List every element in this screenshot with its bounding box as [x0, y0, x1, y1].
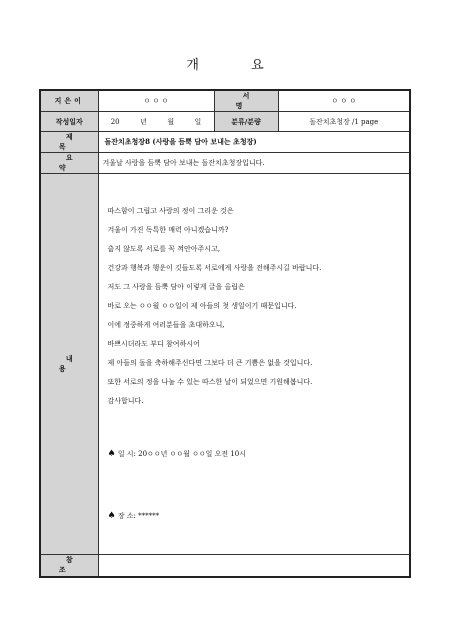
content-line: 건강과 행복과 행운이 깃들도록 서로에게 사랑을 전해주시길 바랍니다.	[107, 264, 322, 272]
event-place-text: 장 소: ******	[117, 512, 160, 520]
content-label: 내 용	[40, 174, 98, 555]
content-line: 저도 그 사랑을 듬뿍 담아 이렇게 글을 올립은	[107, 283, 245, 291]
content-line: 겨울이 가진 독특한 매력 아니겠습니까?	[107, 226, 229, 234]
document-info-table	[39, 89, 411, 578]
content-line: 또한 서로의 정을 나눌 수 있는 따스한 날이 되었으면 기원해봅니다.	[107, 378, 313, 386]
date-value	[98, 112, 214, 132]
reference-value	[98, 555, 410, 577]
content-body	[98, 174, 410, 555]
reference-label: 참 조	[40, 555, 98, 577]
summary-value: 겨울날 사랑을 듬뿍 담아 보내는 돌잔치초청장입니다.	[98, 153, 410, 174]
author-value: ㅇ ㅇ ㅇ	[98, 90, 214, 112]
content-line: 춥지 않도록 서로를 꼭 껴안아주시고,	[107, 245, 221, 253]
signature-value: ㅇ ㅇ ㅇ	[278, 90, 410, 112]
date-day-unit: 일	[194, 117, 202, 126]
author-label: 지은이	[40, 90, 98, 112]
content-line: 따스함이 그립고 사랑의 정이 그리운 것은	[107, 207, 234, 215]
event-datetime-text: 일 시: 20ㅇㅇ년 ㅇㅇ월 ㅇㅇ일 오전 10시	[117, 450, 247, 458]
content-line: 이에 정중하게 여러분들을 초대하오니,	[107, 321, 225, 329]
summary-label: 요 약	[40, 153, 98, 174]
content-line: 바로 오는 ㅇㅇ월 ㅇㅇ일이 제 아들의 첫 생일이기 때문입니다.	[107, 302, 297, 310]
content-line: 제 아들의 돌을 축하해주신다면 그보다 더 큰 기쁨은 없을 것입니다.	[107, 359, 313, 367]
date-label: 작성일자	[40, 112, 98, 132]
category-value: 돌잔치초청장 /1 page	[278, 112, 410, 132]
subject-label: 제 목	[40, 132, 98, 153]
date-year-unit: 년	[140, 117, 147, 126]
page-title: 개 요	[186, 58, 288, 73]
event-datetime	[108, 449, 410, 459]
signature-label: 서 명	[214, 90, 278, 112]
category-label: 분류/분량	[214, 112, 278, 132]
invitation-text	[108, 202, 410, 411]
content-line: 감사합니다.	[107, 397, 144, 405]
date-year: 20	[110, 117, 120, 126]
event-place	[108, 511, 410, 521]
date-month-unit: 월	[167, 117, 175, 126]
spade-icon: ♠	[107, 449, 116, 459]
content-line: 바쁘시더라도 부디 참여하시어	[107, 340, 200, 348]
spade-icon: ♠	[107, 511, 116, 521]
subject-value: 돌잔치초청장8 (사랑을 듬뿍 담아 보내는 초청장)	[98, 132, 410, 153]
